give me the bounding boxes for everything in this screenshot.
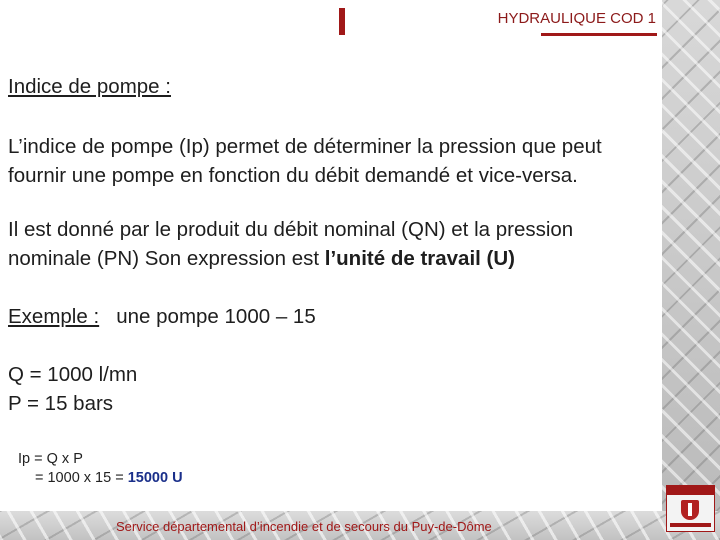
- formula-line2: [18, 469, 183, 488]
- footer-text: Service départemental d’incendie et de secours du Puy-de-Dôme: [116, 519, 492, 534]
- pressure-value: P = 15 bars: [8, 392, 114, 415]
- paragraph-ip-definition: [8, 132, 602, 190]
- logo-base: [670, 523, 711, 527]
- formula-block: [18, 450, 183, 488]
- sdis-logo-icon: [666, 485, 715, 532]
- paragraph1-line2: fournir une pompe en fonction du débit demandé et vice-versa.: [8, 164, 578, 187]
- paragraph1-line1: L’indice de pompe (Ip) permet de déterminer la pression que peut: [8, 135, 602, 158]
- header-underline: [541, 33, 657, 36]
- formula-result: 15000 U: [127, 470, 183, 486]
- top-accent-bar: [339, 8, 345, 35]
- diamond-plate-background-right: [662, 0, 720, 540]
- unit-of-work-term: l’unité de travail (U): [324, 247, 515, 270]
- paragraph-product-definition: [8, 215, 573, 273]
- formula-line2-prefix: = 1000 x 15 =: [35, 470, 128, 486]
- shield-icon: [681, 500, 699, 520]
- logo-band: [667, 486, 714, 495]
- flow-value: Q = 1000 l/mn: [8, 363, 138, 386]
- example-line: [8, 302, 316, 331]
- paragraph2-line1: Il est donné par le produit du débit nominal (QN) et la pression: [8, 218, 574, 241]
- paragraph2-line2: [8, 244, 573, 273]
- section-title: Indice de pompe :: [8, 75, 171, 98]
- paragraph2-line2-prefix: nominale (PN) Son expression est: [8, 247, 325, 270]
- example-text: une pompe 1000 – 15: [116, 305, 316, 328]
- formula-line1: Ip = Q x P: [18, 451, 83, 467]
- example-label: Exemple :: [8, 305, 100, 328]
- header-title: HYDRAULIQUE COD 1: [497, 10, 656, 27]
